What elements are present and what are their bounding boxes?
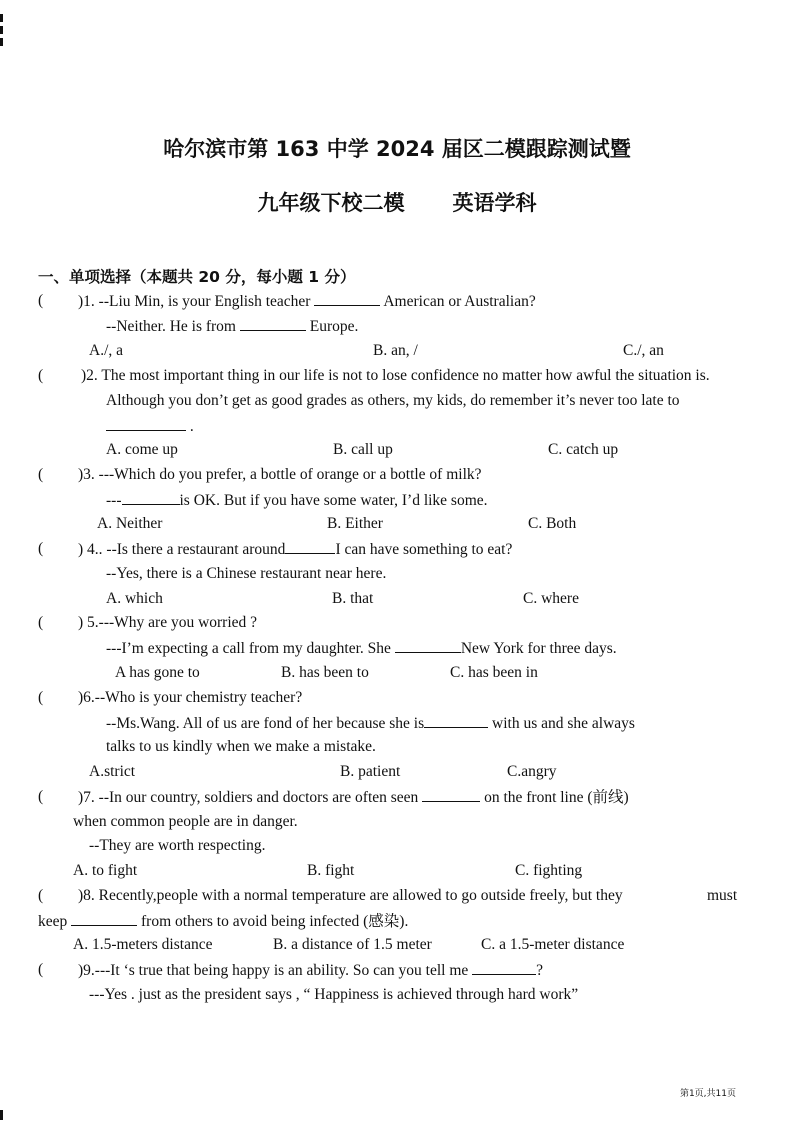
option-b: B. that <box>332 590 374 607</box>
question-stem-tail: must <box>707 887 738 904</box>
subtitle-grade: 九年级下校二模 <box>257 191 405 215</box>
option-c: C. catch up <box>548 441 619 458</box>
question-line: --Ms.Wang. All of us are fond of her because she is with us and she always <box>106 715 635 732</box>
question-stem: )7. --In our country, soldiers and doctors are often seen on the front line (前线) <box>78 789 629 806</box>
binding-mark <box>0 38 3 46</box>
option-c: C. Both <box>528 515 577 532</box>
answer-paren: ( <box>38 367 44 384</box>
option-c: C. a 1.5-meter distance <box>481 936 625 953</box>
binding-mark <box>0 14 3 22</box>
answer-paren: ( <box>38 614 44 631</box>
answer-paren: ( <box>38 540 44 557</box>
question-line: --Neither. He is from Europe. <box>106 318 359 335</box>
answer-blank <box>424 713 488 728</box>
question-line: Although you don’t get as good grades as others, my kids, do remember it’s never too late to <box>106 392 680 409</box>
answer-blank <box>240 316 306 331</box>
option-c: C./, an <box>623 342 664 359</box>
answer-paren: ( <box>38 466 44 483</box>
option-c: C.angry <box>507 763 557 780</box>
question-line: when common people are in danger. <box>73 813 298 830</box>
answer-blank <box>395 638 461 653</box>
exam-title: 哈尔滨市第 163 中学 2024 届区二模跟踪测试暨 <box>163 137 631 161</box>
option-a: A. which <box>106 590 163 607</box>
option-a: A. to fight <box>73 862 138 879</box>
question-line: talks to us kindly when we make a mistake. <box>106 738 376 755</box>
question-line: --- is OK. But if you have some water, I’d like some. <box>106 492 488 509</box>
answer-paren: ( <box>38 292 44 309</box>
answer-blank <box>472 960 536 975</box>
question-stem: ) 4.. --Is there a restaurant around I can have something to eat? <box>78 541 513 558</box>
question-line: ---Yes . just as the president says , “ Happiness is achieved through hard work” <box>89 986 579 1003</box>
question-stem: )6.--Who is your chemistry teacher? <box>78 689 303 706</box>
option-a: A./, a <box>89 342 124 359</box>
option-a: A. 1.5-meters distance <box>73 936 213 953</box>
binding-mark <box>0 26 3 34</box>
question-stem: )8. Recently,people with a normal temperature are allowed to go outside freely, but they <box>78 887 623 904</box>
answer-blank <box>122 490 180 505</box>
binding-mark <box>0 1110 3 1120</box>
option-b: B. patient <box>340 763 401 780</box>
question-line: keep from others to avoid being infected (感染). <box>38 913 409 930</box>
question-line: ---I’m expecting a call from my daughter. She New York for three days. <box>106 640 617 657</box>
option-c: C. has been in <box>450 664 538 681</box>
option-b: B. call up <box>333 441 393 458</box>
option-b: B. Either <box>327 515 383 532</box>
answer-blank <box>285 539 335 554</box>
option-a: A.strict <box>89 763 136 780</box>
option-a: A has gone to <box>115 664 200 681</box>
option-a: A. come up <box>106 441 178 458</box>
question-line: --They are worth respecting. <box>89 837 266 854</box>
answer-paren: ( <box>38 689 44 706</box>
question-stem: )9.---It ‘s true that being happy is an ability. So can you tell me ? <box>78 962 544 979</box>
option-b: B. a distance of 1.5 meter <box>273 936 432 953</box>
answer-paren: ( <box>38 887 44 904</box>
option-b: B. an, / <box>373 342 418 359</box>
option-b: B. has been to <box>281 664 369 681</box>
page-number: 第1页,共11页 <box>679 1089 736 1099</box>
answer-blank <box>314 291 380 306</box>
question-stem: )1. --Liu Min, is your English teacher American or Australian? <box>78 293 536 310</box>
answer-paren: ( <box>38 961 44 978</box>
answer-paren: ( <box>38 788 44 805</box>
question-stem: )3. ---Which do you prefer, a bottle of orange or a bottle of milk? <box>78 466 482 483</box>
section-title: 一、单项选择（本题共 20 分，每小题 1 分） <box>38 268 356 286</box>
answer-blank <box>106 416 186 431</box>
exam-subtitle <box>0 187 794 217</box>
question-stem: )2. The most important thing in our life is not to lose confidence no matter how awful the situation is. <box>81 367 710 384</box>
question-stem: ) 5.---Why are you worried ? <box>78 614 258 631</box>
option-b: B. fight <box>307 862 355 879</box>
question-line: --Yes, there is a Chinese restaurant near here. <box>106 565 387 582</box>
answer-blank <box>71 911 137 926</box>
option-c: C. where <box>523 590 579 607</box>
option-a: A. Neither <box>97 515 163 532</box>
subtitle-subject: 英语学科 <box>452 191 537 215</box>
question-line: . <box>106 416 194 437</box>
answer-blank <box>422 787 480 802</box>
option-c: C. fighting <box>515 862 583 879</box>
